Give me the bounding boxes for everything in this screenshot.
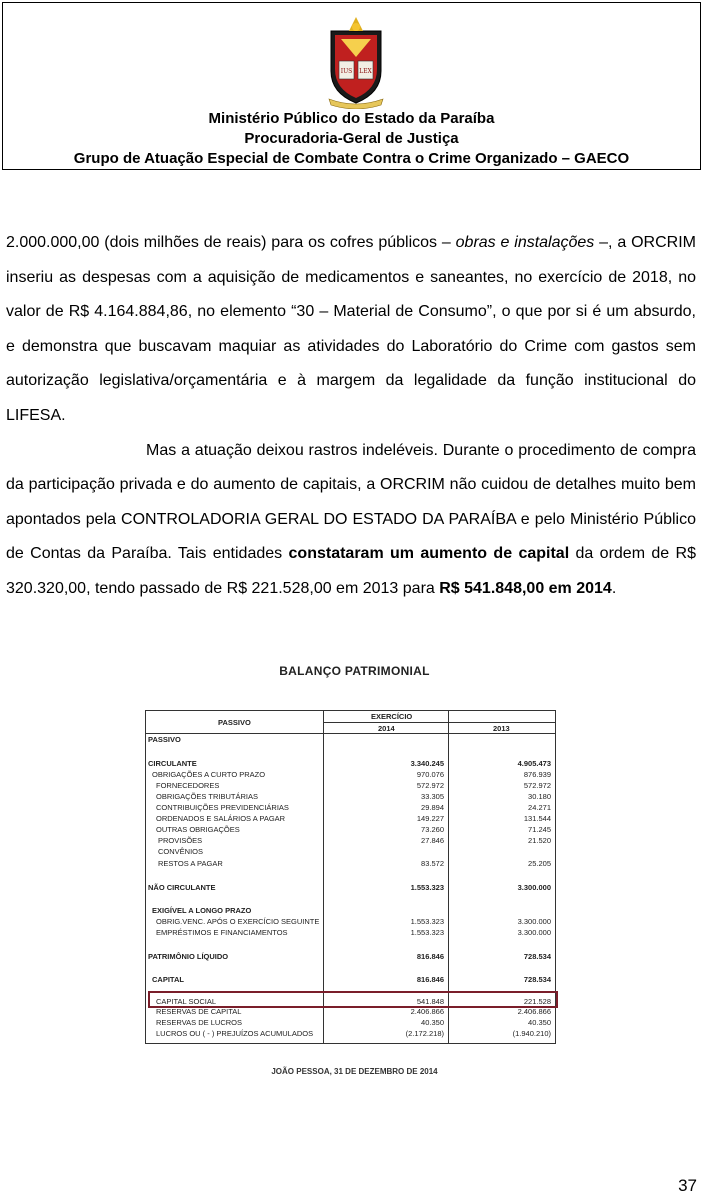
paragraph-1-part-a: 2.000.000,00 (dois milhões de reais) para os cofres públicos – — [6, 234, 456, 251]
capital-social-highlight — [148, 991, 558, 1008]
column-header-passivo: PASSIVO — [218, 718, 251, 727]
document-header — [2, 2, 701, 170]
balance-row-label: RESTOS A PAGAR — [158, 859, 223, 868]
body-text — [6, 226, 696, 607]
balance-value-2014: 29.894 — [421, 803, 444, 812]
balance-row-label: CAPITAL SOCIAL — [156, 997, 217, 1006]
balance-value-2013: 25.205 — [528, 859, 551, 868]
balance-row-label: EMPRÉSTIMOS E FINANCIAMENTOS — [156, 928, 288, 937]
column-header-2013: 2013 — [493, 724, 510, 733]
balance-value-2013: 3.300.000 — [517, 928, 551, 937]
balance-row-label: EXIGÍVEL A LONGO PRAZO — [152, 906, 252, 915]
balance-sheet-title: BALANÇO PATRIMONIAL — [279, 664, 430, 678]
paragraph-2-strong-2: R$ 541.848,00 em 2014 — [439, 579, 612, 597]
balance-row-label: PATRIMÔNIO LÍQUIDO — [148, 952, 229, 961]
header-divider — [323, 722, 555, 723]
balance-row-label: RESERVAS DE LUCROS — [156, 1018, 242, 1027]
balance-row-label: CONTRIBUIÇÕES PREVIDENCIÁRIAS — [156, 803, 289, 812]
balance-row-label: OBRIG.VENC. APÓS O EXERCÍCIO SEGUINTE — [156, 917, 320, 926]
balance-value-2014: 816.846 — [416, 952, 444, 961]
balance-row-label: OBRIGAÇÕES TRIBUTÁRIAS — [156, 792, 258, 801]
header-gaeco: Grupo de Atuação Especial de Combate Contra o Crime Organizado – GAECO — [73, 150, 630, 167]
header-divider — [146, 733, 555, 734]
balance-value-2013: 221.528 — [523, 997, 551, 1006]
balance-value-2013: 3.300.000 — [517, 917, 551, 926]
balance-value-2013: 24.271 — [528, 803, 551, 812]
balance-value-2014: (2.172.218) — [405, 1029, 444, 1038]
balance-value-2014: 149.227 — [416, 814, 444, 823]
balance-row-label: CAPITAL — [152, 975, 184, 984]
balance-row-label: CIRCULANTE — [148, 759, 197, 768]
coat-of-arms-emblem — [321, 13, 391, 109]
paragraph-1-part-b: –, a ORCRIM inseriu as despesas com a aquisição de medicamentos e saneantes, no exercício de 2018, no valor de R$ 4.164.884,86, no elemento “30 – Material de Consumo”, o que por si é um absurdo, e demonstra que buscavam maquiar as atividades do Laboratório do Crime com gastos sem autorização legislativa/orçamentária e à margem da legalidade da função institucional do LIFESA. — [6, 234, 696, 424]
balance-value-2014: 1.553.323 — [410, 928, 444, 937]
paragraph-2 — [6, 434, 696, 607]
balance-value-2013: 71.245 — [528, 825, 551, 834]
balance-sheet-date: JOÃO PESSOA, 31 DE DEZEMBRO DE 2014 — [271, 1067, 438, 1076]
balance-value-2014: 1.553.323 — [410, 883, 444, 892]
balance-row-label: RESERVAS DE CAPITAL — [156, 1007, 242, 1016]
balance-value-2014: 33.305 — [421, 792, 444, 801]
balance-value-2014: 73.260 — [421, 825, 444, 834]
balance-row-label: ORDENADOS E SALÁRIOS A PAGAR — [156, 814, 286, 823]
balance-row-label: NÃO CIRCULANTE — [148, 883, 216, 892]
balance-value-2013: 728.534 — [523, 952, 551, 961]
balance-value-2014: 541.848 — [416, 997, 444, 1006]
balance-row-label: PASSIVO — [148, 735, 181, 744]
balance-value-2013: 572.972 — [523, 781, 551, 790]
balance-row-label: OUTRAS OBRIGAÇÕES — [156, 825, 240, 834]
balance-row-label: OBRIGAÇÕES A CURTO PRAZO — [152, 770, 266, 779]
balance-value-2014: 816.846 — [416, 975, 444, 984]
balance-value-2014: 2.406.866 — [410, 1007, 444, 1016]
paragraph-1 — [6, 226, 696, 434]
balance-row-label: PROVISÕES — [158, 836, 203, 845]
balance-value-2013: 21.520 — [528, 836, 551, 845]
balance-row-label: LUCROS OU ( - ) PREJUÍZOS ACUMULADOS — [156, 1029, 314, 1038]
header-procuradoria: Procuradoria-Geral de Justiça — [244, 130, 459, 147]
paragraph-2-strong-1: constataram um aumento de capital — [288, 545, 570, 563]
paragraph-2-part-b: da ordem de R$ 320.320,00, tendo passado de R$ 221.528,00 em 2013 para — [6, 545, 697, 597]
header-ministry: Ministério Público do Estado da Paraíba — [208, 110, 495, 127]
balance-row-label: CONVÊNIOS — [158, 847, 204, 856]
column-header-2014: 2014 — [378, 724, 395, 733]
balance-value-2014: 3.340.245 — [410, 759, 444, 768]
balance-value-2014: 970.076 — [416, 770, 444, 779]
balance-value-2013: 30.180 — [528, 792, 551, 801]
balance-value-2013: 728.534 — [523, 975, 551, 984]
balance-value-2014: 40.350 — [421, 1018, 444, 1027]
balance-value-2014: 27.846 — [421, 836, 444, 845]
emblem-motto-right: LEX — [359, 68, 372, 75]
balance-value-2014: 1.553.323 — [410, 917, 444, 926]
balance-value-2013: 131.544 — [523, 814, 551, 823]
page-number: 37 — [678, 1176, 697, 1195]
balance-value-2013: 2.406.866 — [517, 1007, 551, 1016]
balance-value-2013: 40.350 — [528, 1018, 551, 1027]
balance-value-2013: 876.939 — [523, 770, 551, 779]
balance-value-2013: (1.940.210) — [512, 1029, 551, 1038]
emblem-motto-left: IUS — [340, 68, 353, 75]
balance-value-2013: 4.905.473 — [517, 759, 551, 768]
balance-value-2013: 3.300.000 — [517, 883, 551, 892]
balance-value-2014: 572.972 — [416, 781, 444, 790]
column-header-exercicio: EXERCÍCIO — [371, 712, 413, 721]
balance-value-2014: 83.572 — [421, 859, 444, 868]
balance-row-label: FORNECEDORES — [156, 781, 220, 790]
paragraph-1-emphasis: obras e instalações — [455, 234, 595, 251]
paragraph-2-part-a: Mas a atuação deixou rastros indeléveis. Durante o procedimento de compra da participação privada e do aumento de capitais, a ORCRIM não cuidou de detalhes muito bem apontados pela CONTROLADORIA GERAL DO ESTADO DA PARAÍBA e pelo Ministério Público de Contas da Paraíba. Tais entidades — [6, 441, 696, 563]
paragraph-2-part-c: . — [611, 579, 617, 597]
